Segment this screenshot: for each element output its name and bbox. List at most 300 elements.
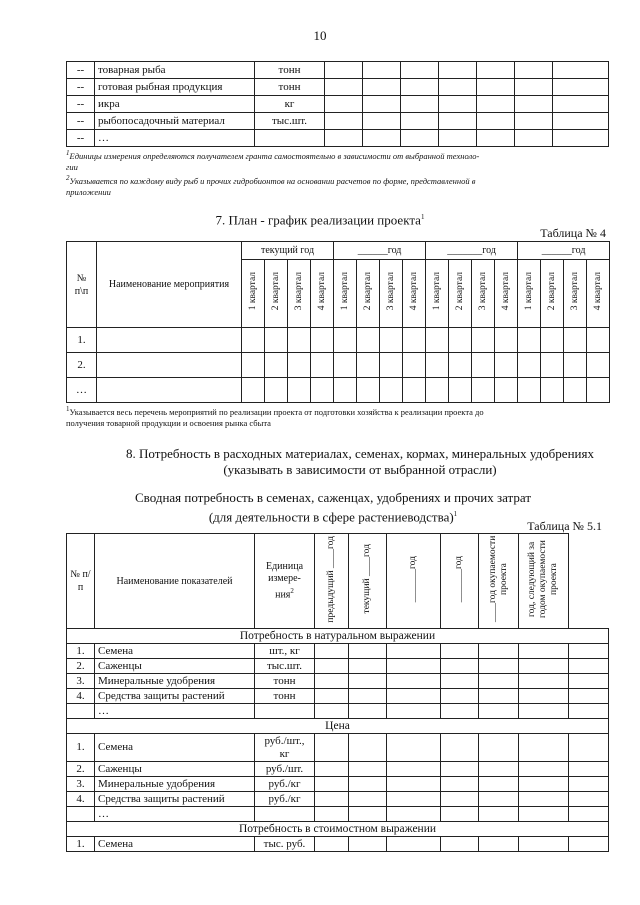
- empty-cell: [349, 792, 387, 807]
- empty-cell: [441, 807, 479, 822]
- empty-cell: [519, 704, 569, 719]
- section-8-subtitle: [66, 490, 600, 525]
- empty-cell: [519, 674, 569, 689]
- quarter-header: [403, 260, 426, 328]
- empty-cell: [401, 96, 439, 113]
- empty-cell: [479, 659, 519, 674]
- table-row: [67, 674, 609, 689]
- table-row: [67, 704, 609, 719]
- year-current-header: текущий год: [242, 242, 334, 260]
- year-column-header: [315, 534, 349, 629]
- empty-cell: [315, 689, 349, 704]
- empty-cell: [518, 378, 541, 403]
- row-name: готовая рыбная продукция: [95, 79, 255, 96]
- quarter-label: 3 квартал: [293, 272, 304, 311]
- footnote-1: Единицы измерения определяются получателем гранта самостоятельно в зависимости от выбранной техноло-: [69, 150, 480, 161]
- needs-col-unit-header: [255, 534, 315, 629]
- schedule-table: [66, 241, 610, 403]
- row-name: Саженцы: [95, 659, 255, 674]
- empty-cell: [441, 792, 479, 807]
- unit-header-l2: измере-: [268, 572, 301, 584]
- empty-cell: [519, 734, 569, 762]
- empty-cell: [403, 378, 426, 403]
- row-name: …: [95, 704, 255, 719]
- row-unit-text: тыс. руб.: [263, 837, 306, 850]
- empty-cell: [97, 353, 242, 378]
- section-8-title-line1: 8. Потребность в расходных материалах, семенах, кормах, минеральных удобрениях: [126, 446, 594, 461]
- empty-cell: [357, 328, 380, 353]
- fish-products-table: [66, 61, 609, 147]
- empty-cell: [387, 807, 441, 822]
- empty-cell: [315, 644, 349, 659]
- empty-cell: [569, 807, 609, 822]
- empty-cell: [380, 378, 403, 403]
- row-unit: тонн: [255, 62, 325, 79]
- empty-cell: [569, 792, 609, 807]
- row-unit: [255, 704, 315, 719]
- row-name: Семена: [95, 644, 255, 659]
- year-column-header: [349, 534, 387, 629]
- row-name: Семена: [95, 837, 255, 852]
- empty-cell: [325, 62, 363, 79]
- row-mark: --: [67, 130, 95, 147]
- row-unit: тонн: [255, 79, 325, 96]
- empty-cell: [349, 777, 387, 792]
- row-name: рыбопосадочный материал: [95, 113, 255, 130]
- empty-cell: [553, 62, 609, 79]
- table-4-label: Таблица № 4: [540, 226, 606, 240]
- year-column-label: год, следующий за годом окупаемости проекта: [527, 540, 559, 618]
- empty-cell: [515, 62, 553, 79]
- empty-cell: [541, 378, 564, 403]
- quarter-label: 1 квартал: [431, 272, 442, 311]
- empty-cell: [363, 113, 401, 130]
- empty-cell: [477, 130, 515, 147]
- year-column-header: [519, 534, 569, 629]
- row-unit: [255, 644, 315, 659]
- quarter-header: [242, 260, 265, 328]
- empty-cell: [495, 353, 518, 378]
- quarter-label: 2 квартал: [454, 272, 465, 311]
- table-row: [67, 792, 609, 807]
- quarter-label: 1 квартал: [247, 272, 258, 311]
- section-natural-row-label: Потребность в натуральном выражении: [67, 629, 609, 644]
- quarter-label: 1 квартал: [339, 272, 350, 311]
- row-name: Саженцы: [95, 762, 255, 777]
- table-row: [67, 353, 610, 378]
- empty-cell: [363, 79, 401, 96]
- row-number: 1.: [67, 734, 95, 762]
- row-unit: [255, 837, 315, 852]
- quarter-label: 3 квартал: [569, 272, 580, 311]
- table-row: [67, 837, 609, 852]
- empty-cell: [265, 328, 288, 353]
- section-price-row: [67, 719, 609, 734]
- empty-cell: [315, 762, 349, 777]
- empty-cell: [569, 777, 609, 792]
- section-price-row-label: Цена: [67, 719, 609, 734]
- row-number: 2.: [67, 659, 95, 674]
- row-number: 1.: [67, 837, 95, 852]
- section-8-subtitle-line2: (для деятельности в сфере растениеводства): [208, 509, 454, 525]
- empty-cell: [515, 113, 553, 130]
- year-column-header: [479, 534, 519, 629]
- row-name: Минеральные удобрения: [95, 674, 255, 689]
- table-row: [67, 807, 609, 822]
- empty-cell: [515, 79, 553, 96]
- empty-cell: [403, 328, 426, 353]
- empty-cell: [387, 644, 441, 659]
- empty-cell: [472, 353, 495, 378]
- footnote-section7-text: Указывается весь перечень мероприятий по реализации проекта от подготовки хозяйства к реализации проекта до: [69, 406, 484, 417]
- footnote-mark: 2: [66, 173, 70, 182]
- empty-cell: [441, 837, 479, 852]
- empty-cell: [315, 807, 349, 822]
- row-number: 2.: [67, 762, 95, 777]
- empty-cell: [477, 79, 515, 96]
- table-row: [67, 777, 609, 792]
- empty-cell: [519, 777, 569, 792]
- needs-col-num-header: № п/п: [67, 534, 95, 629]
- quarter-label: 2 квартал: [546, 272, 557, 311]
- quarter-header: [357, 260, 380, 328]
- row-number: 4.: [67, 689, 95, 704]
- empty-cell: [519, 689, 569, 704]
- quarter-header: [334, 260, 357, 328]
- empty-cell: [569, 644, 609, 659]
- empty-cell: [311, 328, 334, 353]
- row-name: …: [95, 807, 255, 822]
- footnote-2-cont: приложении: [66, 186, 111, 197]
- empty-cell: [479, 762, 519, 777]
- year-column-label: _______год: [454, 555, 464, 603]
- empty-cell: [441, 777, 479, 792]
- empty-cell: [519, 807, 569, 822]
- empty-cell: [541, 328, 564, 353]
- quarter-header: [541, 260, 564, 328]
- empty-cell: [472, 378, 495, 403]
- footnote-2: Указывается по каждому виду рыб и прочих гидробионтов на основании расчетов по форме, представленной в: [69, 175, 476, 186]
- empty-cell: [515, 130, 553, 147]
- empty-cell: [477, 62, 515, 79]
- empty-cell: [564, 378, 587, 403]
- empty-cell: [564, 328, 587, 353]
- row-name: товарная рыба: [95, 62, 255, 79]
- empty-cell: [553, 130, 609, 147]
- empty-cell: [541, 353, 564, 378]
- row-number: [67, 807, 95, 822]
- quarter-label: 4 квартал: [592, 272, 603, 311]
- row-name: Семена: [95, 734, 255, 762]
- empty-cell: [288, 328, 311, 353]
- empty-cell: [587, 353, 610, 378]
- empty-cell: [553, 113, 609, 130]
- year-column-label: ____год окупаемости проекта: [487, 535, 509, 623]
- quarter-header: [587, 260, 610, 328]
- empty-cell: [387, 777, 441, 792]
- quarter-header: [311, 260, 334, 328]
- empty-cell: [553, 96, 609, 113]
- empty-cell: [472, 328, 495, 353]
- table-row: [67, 734, 609, 762]
- row-unit-text: руб./кг: [268, 792, 301, 805]
- empty-cell: [334, 328, 357, 353]
- row-unit: [255, 762, 315, 777]
- quarter-header: [472, 260, 495, 328]
- quarter-header: [495, 260, 518, 328]
- row-unit: кг: [255, 96, 325, 113]
- empty-cell: [363, 130, 401, 147]
- empty-cell: [441, 704, 479, 719]
- row-unit: [255, 674, 315, 689]
- row-unit: тыс.шт.: [255, 113, 325, 130]
- year-column-header: [387, 534, 441, 629]
- empty-cell: [315, 734, 349, 762]
- empty-cell: [349, 837, 387, 852]
- empty-cell: [97, 378, 242, 403]
- table-row: [67, 644, 609, 659]
- empty-cell: [387, 689, 441, 704]
- empty-cell: [380, 353, 403, 378]
- row-mark: --: [67, 113, 95, 130]
- empty-cell: [569, 762, 609, 777]
- row-unit: [255, 659, 315, 674]
- footnote-mark: 1: [66, 405, 70, 413]
- empty-cell: [439, 96, 477, 113]
- row-unit-text: тонн: [273, 689, 296, 702]
- unit-header-l1: Единица: [265, 560, 304, 572]
- footnote-section7-cont: получения товарной продукции и освоения рынка сбыта: [66, 417, 271, 428]
- year-column-label: _______год: [408, 555, 418, 603]
- empty-cell: [569, 704, 609, 719]
- quarter-label: 4 квартал: [408, 272, 419, 311]
- empty-cell: [449, 328, 472, 353]
- row-mark: --: [67, 96, 95, 113]
- empty-cell: [569, 659, 609, 674]
- empty-cell: [387, 704, 441, 719]
- empty-cell: [387, 837, 441, 852]
- empty-cell: [439, 62, 477, 79]
- empty-cell: [441, 689, 479, 704]
- empty-cell: [515, 96, 553, 113]
- empty-cell: [518, 328, 541, 353]
- empty-cell: [325, 96, 363, 113]
- empty-cell: [569, 734, 609, 762]
- empty-cell: [519, 762, 569, 777]
- empty-cell: [519, 837, 569, 852]
- empty-cell: [349, 644, 387, 659]
- empty-cell: [426, 378, 449, 403]
- empty-cell: [564, 353, 587, 378]
- quarter-header: [380, 260, 403, 328]
- empty-cell: [519, 792, 569, 807]
- quarter-label: 2 квартал: [362, 272, 373, 311]
- empty-cell: [363, 96, 401, 113]
- empty-cell: [569, 837, 609, 852]
- empty-cell: [449, 353, 472, 378]
- empty-cell: [315, 792, 349, 807]
- row-unit: [255, 734, 315, 762]
- empty-cell: [477, 113, 515, 130]
- row-number: 2.: [67, 353, 97, 378]
- empty-cell: [325, 79, 363, 96]
- year-next3-header: ______год: [518, 242, 610, 260]
- row-number: 1.: [67, 328, 97, 353]
- quarter-header: [518, 260, 541, 328]
- col-name-header: Наименование мероприятия: [97, 242, 242, 328]
- year-column-header: [441, 534, 479, 629]
- empty-cell: [288, 378, 311, 403]
- row-mark: --: [67, 62, 95, 79]
- empty-cell: [569, 674, 609, 689]
- year-next1-header: ______год: [334, 242, 426, 260]
- table-row: [67, 113, 609, 130]
- empty-cell: [477, 96, 515, 113]
- table-row: [67, 79, 609, 96]
- empty-cell: [242, 328, 265, 353]
- row-unit: [255, 689, 315, 704]
- empty-cell: [401, 79, 439, 96]
- empty-cell: [349, 762, 387, 777]
- needs-table: [66, 533, 609, 852]
- empty-cell: [325, 130, 363, 147]
- empty-cell: [439, 113, 477, 130]
- section-natural-row: [67, 629, 609, 644]
- section-cost-row: [67, 822, 609, 837]
- empty-cell: [311, 353, 334, 378]
- empty-cell: [479, 704, 519, 719]
- table-row: [67, 328, 610, 353]
- empty-cell: [441, 734, 479, 762]
- row-number: 3.: [67, 674, 95, 689]
- quarter-label: 2 квартал: [270, 272, 281, 311]
- row-number: 1.: [67, 644, 95, 659]
- empty-cell: [334, 353, 357, 378]
- empty-cell: [97, 328, 242, 353]
- empty-cell: [349, 704, 387, 719]
- row-number: 3.: [67, 777, 95, 792]
- row-name: …: [95, 130, 255, 147]
- row-name: Средства защиты растений: [95, 792, 255, 807]
- empty-cell: [569, 689, 609, 704]
- empty-cell: [441, 762, 479, 777]
- empty-cell: [315, 704, 349, 719]
- table-row: [67, 689, 609, 704]
- empty-cell: [363, 62, 401, 79]
- table-row: [67, 62, 609, 79]
- empty-cell: [518, 353, 541, 378]
- quarter-header: [449, 260, 472, 328]
- row-unit: [255, 130, 325, 147]
- row-unit: [255, 807, 315, 822]
- section-8-title-line2: (указывать в зависимости от выбранной отрасли): [223, 462, 497, 477]
- table-row: [67, 378, 610, 403]
- empty-cell: [479, 792, 519, 807]
- row-unit-text-2: кг: [279, 747, 290, 760]
- empty-cell: [265, 353, 288, 378]
- empty-cell: [439, 79, 477, 96]
- row-unit-text: руб./кг: [268, 777, 301, 790]
- empty-cell: [519, 659, 569, 674]
- empty-cell: [587, 328, 610, 353]
- empty-cell: [288, 353, 311, 378]
- row-name: Минеральные удобрения: [95, 777, 255, 792]
- empty-cell: [479, 689, 519, 704]
- quarter-header: [426, 260, 449, 328]
- empty-cell: [349, 689, 387, 704]
- empty-cell: [495, 378, 518, 403]
- section-7-sup: 1: [420, 213, 425, 221]
- empty-cell: [349, 734, 387, 762]
- quarter-header: [564, 260, 587, 328]
- row-unit: [255, 777, 315, 792]
- empty-cell: [357, 378, 380, 403]
- empty-cell: [479, 807, 519, 822]
- empty-cell: [403, 353, 426, 378]
- year-column-label: предыдущий ____год: [326, 535, 336, 623]
- footnote-section7: [66, 404, 616, 429]
- empty-cell: [349, 807, 387, 822]
- quarter-label: 3 квартал: [385, 272, 396, 311]
- year-column-label: текущий ____год: [362, 544, 372, 614]
- table-row: [67, 130, 609, 147]
- needs-col-name-header: Наименование показателей: [95, 534, 255, 629]
- empty-cell: [479, 777, 519, 792]
- section-8-subtitle-line1: Сводная потребность в семенах, саженцах, удобрениях и прочих затрат: [134, 490, 532, 505]
- quarter-header: [265, 260, 288, 328]
- row-number: …: [67, 378, 97, 403]
- empty-cell: [587, 378, 610, 403]
- footnote-1-cont: гии: [66, 161, 78, 172]
- table-row: [67, 762, 609, 777]
- quarter-header: [288, 260, 311, 328]
- empty-cell: [401, 62, 439, 79]
- empty-cell: [315, 674, 349, 689]
- empty-cell: [441, 644, 479, 659]
- table-5-1-label: Таблица № 5.1: [527, 519, 602, 533]
- empty-cell: [449, 378, 472, 403]
- quarter-label: 4 квартал: [316, 272, 327, 311]
- empty-cell: [311, 378, 334, 403]
- empty-cell: [495, 328, 518, 353]
- row-unit-text: тонн: [273, 674, 296, 687]
- empty-cell: [387, 674, 441, 689]
- section-8-subtitle-sup: 1: [453, 510, 458, 518]
- empty-cell: [315, 837, 349, 852]
- empty-cell: [479, 674, 519, 689]
- section-8-title: [100, 446, 620, 478]
- quarter-label: 3 квартал: [477, 272, 488, 311]
- row-mark: --: [67, 79, 95, 96]
- empty-cell: [387, 762, 441, 777]
- empty-cell: [439, 130, 477, 147]
- footnotes-top: [66, 148, 611, 198]
- unit-header-l3: ния: [275, 589, 291, 601]
- empty-cell: [479, 644, 519, 659]
- empty-cell: [387, 659, 441, 674]
- empty-cell: [380, 328, 403, 353]
- empty-cell: [315, 659, 349, 674]
- quarter-label: 1 квартал: [523, 272, 534, 311]
- empty-cell: [357, 353, 380, 378]
- empty-cell: [315, 777, 349, 792]
- col-num-header: № п\п: [67, 242, 97, 328]
- empty-cell: [479, 734, 519, 762]
- row-unit-text: тыс.шт.: [266, 659, 303, 672]
- empty-cell: [242, 378, 265, 403]
- row-unit-text: шт., кг: [269, 644, 300, 657]
- footnote-mark: 1: [66, 149, 70, 157]
